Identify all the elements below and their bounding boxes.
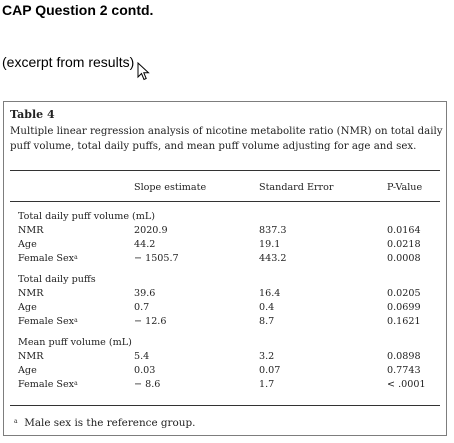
column-header-slope: Slope estimate xyxy=(134,182,207,193)
footnote-marker: a xyxy=(14,418,18,425)
header-rule xyxy=(10,201,440,202)
p-value: 0.1621 xyxy=(387,316,421,327)
mouse-pointer-icon xyxy=(137,62,151,82)
row-label: Female Sex$^a$ xyxy=(18,316,78,327)
p-value: 0.0205 xyxy=(387,288,421,299)
top-rule xyxy=(10,170,440,171)
table-title: Table 4 xyxy=(10,108,55,121)
row-label: NMR xyxy=(18,225,44,236)
se-value: 0.07 xyxy=(259,365,281,376)
table-footnote: $^a$ Male sex is the reference group. xyxy=(14,417,196,429)
regression-table xyxy=(3,101,447,436)
se-value: 837.3 xyxy=(259,225,287,236)
p-value: < .0001 xyxy=(387,379,426,390)
p-value: 0.0898 xyxy=(387,351,421,362)
row-label: Female Sex$^a$ xyxy=(18,379,78,390)
slope-value: 5.4 xyxy=(134,351,150,362)
row-label: Age xyxy=(18,239,37,250)
se-value: 443.2 xyxy=(259,253,287,264)
row-label: NMR xyxy=(18,288,44,299)
footnote-marker: a xyxy=(74,254,78,261)
slope-value: 2020.9 xyxy=(134,225,168,236)
se-value: 0.4 xyxy=(259,302,275,313)
p-value: 0.0008 xyxy=(387,253,421,264)
row-label: Female Sex$^a$ xyxy=(18,253,78,264)
slope-value: 44.2 xyxy=(134,239,156,250)
se-value: 3.2 xyxy=(259,351,275,362)
p-value: 0.0164 xyxy=(387,225,421,236)
slope-value: − 1505.7 xyxy=(134,253,179,264)
section-title: Mean puff volume (mL) xyxy=(18,337,132,348)
se-value: 19.1 xyxy=(259,239,281,250)
column-header-pvalue: P-Value xyxy=(387,182,423,193)
se-value: 16.4 xyxy=(259,288,281,299)
row-label: Age xyxy=(18,365,37,376)
table-caption: Multiple linear regression analysis of nicotine metabolite ratio (NMR) on total daily puff volume, total daily puffs, and mean puff volume adjusting for age and sex. xyxy=(10,126,443,152)
footnote-marker: a xyxy=(74,380,78,387)
slope-value: − 12.6 xyxy=(134,316,167,327)
slope-value: − 8.6 xyxy=(134,379,161,390)
p-value: 0.7743 xyxy=(387,365,421,376)
slope-value: 0.7 xyxy=(134,302,150,313)
excerpt-note: (excerpt from results) xyxy=(2,54,135,70)
slope-value: 39.6 xyxy=(134,288,156,299)
column-header-se: Standard Error xyxy=(259,182,334,193)
se-value: 1.7 xyxy=(259,379,275,390)
se-value: 8.7 xyxy=(259,316,275,327)
slope-value: 0.03 xyxy=(134,365,156,376)
section-title: Total daily puff volume (mL) xyxy=(18,211,155,222)
p-value: 0.0218 xyxy=(387,239,421,250)
footnote-marker: a xyxy=(74,317,78,324)
row-label: Age xyxy=(18,302,37,313)
p-value: 0.0699 xyxy=(387,302,421,313)
row-label: NMR xyxy=(18,351,44,362)
bottom-rule xyxy=(10,405,440,406)
page-heading: CAP Question 2 contd. xyxy=(2,2,154,18)
section-title: Total daily puffs xyxy=(18,274,96,285)
